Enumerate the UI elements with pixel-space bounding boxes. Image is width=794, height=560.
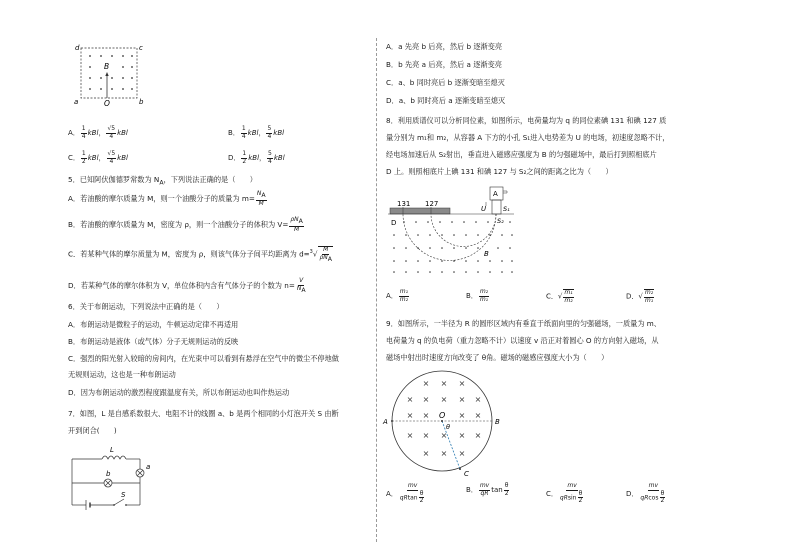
radius-OC [442, 421, 460, 469]
q6-option-a[interactable]: A．布朗运动是微粒子的运动，牛顿运动定律不再适用 [68, 320, 239, 329]
photographic-plate-D [390, 208, 450, 214]
origin-label-O: O [104, 99, 110, 108]
corner-label-b: b [139, 98, 144, 106]
point-label-C: C [464, 470, 469, 478]
q6-stem: 6．关于布朗运动，下列说法中正确的是（ ） [68, 302, 224, 311]
accelerator-plates [492, 200, 501, 214]
q6-option-c-line1[interactable]: C．强烈的阳光射入较暗的房间内，在光束中可以看到有悬浮在空气中的微尘不停地做 [68, 354, 339, 363]
svg-text:×: × [458, 395, 466, 404]
inductor-coil-icon [102, 456, 126, 459]
svg-text:×: × [474, 431, 482, 440]
svg-text:×: × [458, 379, 466, 388]
q7-stem-line1: 7．如图，L 是自感系数很大、电阻不计的线圈 a、b 是两个相同的小灯泡开关 S 由断 [68, 409, 339, 418]
slit-label-S2: S₂ [497, 217, 504, 225]
mass-spectrometer-figure [382, 185, 522, 275]
q7-stem-line2: 开到闭合( ) [68, 426, 117, 435]
field-dots [393, 221, 513, 273]
q8-stem-line4: D 上。则照相底片上碘 131 和碘 127 与 S₂之间的距离之比为（ ） [386, 167, 613, 176]
field-label-B: B [104, 62, 110, 71]
q9-option-b[interactable]: B． $\frac{mv}{qR}$ tan $\frac{\theta}{2}$ [466, 482, 509, 497]
point-label-B: B [495, 418, 500, 426]
svg-text:×: × [422, 379, 430, 388]
center-label-O: O [439, 411, 446, 420]
svg-text:×: × [458, 449, 466, 458]
slit-label-S1: S₁ [503, 205, 510, 213]
q8-option-d[interactable]: D．√ $\frac{\text{m₂}}{\text{m₁}}$ [626, 289, 654, 304]
corner-label-c: c [139, 44, 143, 52]
q4-option-b[interactable]: B． $\frac{1}{4}$ kBl， $\frac{5}{4}$ kBl [228, 125, 285, 140]
q8-option-b[interactable]: B． $\frac{\text{m₂}}{\text{m₁}}$ [466, 288, 489, 303]
trajectory-127 [431, 214, 496, 247]
inductor-label-L: L [110, 446, 114, 454]
q7-option-a[interactable]: A．a 先亮 b 后亮，然后 b 逐渐变亮 [386, 42, 503, 51]
q8-stem-line1: 8．利用质谱仪可以分析同位素，如图所示，电荷量均为 q 的同位素碘 131 和碘 127 质 [386, 116, 667, 125]
q5-option-c[interactable]: C．若某种气体的摩尔质量为 M，密度为 ρ，则该气体分子间平均距离为 d=$^3$√ $\frac{M}{\rho N_A}$ [68, 246, 332, 263]
svg-text:×: × [474, 411, 482, 420]
mark-127: 127 [425, 200, 439, 208]
svg-text:×: × [422, 431, 430, 440]
q9-stem-line2: 电荷量为 q 的负电荷（重力忽略不计）以速度 v 沿正对着圆心 O 的方向射入磁场，从 [386, 336, 659, 345]
circuit-figure [66, 443, 158, 511]
q9-option-d[interactable]: D． mv qRcos $\frac{\theta}{2}$ [626, 482, 665, 504]
switch-s-icon [114, 499, 124, 505]
q9-stem-line3: 磁场中射出时速度方向改变了 θ角。磁场的磁感应强度大小为（ ） [386, 353, 609, 362]
bulb-b-label: b [106, 470, 111, 478]
q7-option-b[interactable]: B．b 先亮 a 后亮，然后 a 逐渐变亮 [386, 60, 502, 69]
q9-option-c[interactable]: C． mv qRsin $\frac{\theta}{2}$ [546, 482, 583, 504]
q4-option-a[interactable]: A． $\frac{1}{4}$ kBl， $\frac{√5}{4}$ kBl [68, 125, 128, 140]
q5-option-d[interactable]: D．若某种气体的摩尔体积为 V，单位体积内含有气体分子的个数为 n= $\frac{V}{N_A}$ [68, 277, 306, 294]
svg-text:×: × [440, 395, 448, 404]
svg-text:×: × [458, 411, 466, 420]
corner-label-a: a [74, 98, 79, 106]
svg-text:×: × [422, 449, 430, 458]
voltage-label-U: U [481, 205, 487, 213]
svg-text:×: × [440, 431, 448, 440]
q4-option-c[interactable]: C． $\frac{1}{2}$ kBl， $\frac{√5}{4}$ kBl [68, 150, 128, 165]
magnetic-field-figure [66, 42, 156, 108]
plate-label-D: D [391, 219, 397, 227]
bulb-a-label: a [146, 463, 151, 471]
q6-option-b[interactable]: B．布朗运动是液体（或气体）分子无规则运动的反映 [68, 337, 239, 346]
q7-option-c[interactable]: C．a、b 同时亮后 b 逐渐变暗至熄灭 [386, 78, 505, 87]
q5-option-a[interactable]: A．若油酸的摩尔质量为 M，则一个油酸分子的质量为 m= $\frac{N_A}{M}$ [68, 190, 266, 207]
svg-text:×: × [422, 395, 430, 404]
svg-text:×: × [440, 379, 448, 388]
field-dots [89, 55, 133, 90]
velocity-arrowhead [105, 72, 108, 76]
q8-stem-line2: 量分别为 m₁和 m₂，从容器 A 下方的小孔 S₁进入电势差为 U 的电场，初速度忽略不计， [386, 133, 670, 142]
q8-option-c[interactable]: C．√ $\frac{\text{m₁}}{\text{m₂}}$ [546, 289, 573, 304]
column-divider [376, 38, 377, 542]
corner-label-d: d [75, 44, 80, 52]
svg-text:×: × [422, 411, 430, 420]
mark-131: 131 [397, 200, 411, 208]
q6-option-d[interactable]: D．因为布朗运动的激烈程度跟温度有关，所以布朗运动也叫作热运动 [68, 388, 290, 397]
q5-option-b[interactable]: B．若油酸的摩尔质量为 M，密度为 ρ，则一个油酸分子的体积为 V= $\frac{\rho N_A}{M}$ [68, 216, 303, 233]
q5-stem: 5．已知阿伏伽德罗常数为 $N_A$，下列说法正确的是（ ） [68, 175, 257, 187]
trajectory-131 [403, 214, 496, 261]
point-label-A: A [383, 418, 388, 426]
angle-label-theta: θ [446, 423, 450, 431]
svg-text:×: × [406, 431, 414, 440]
circular-field-figure [380, 366, 510, 478]
svg-text:×: × [406, 395, 414, 404]
q8-stem-line3: 经电场加速后从 S₂射出，垂直进入磁感应强度为 B 的匀强磁场中，最后打到照相底片 [386, 150, 657, 159]
switch-label-S: S [121, 491, 126, 499]
container-label-A: A [493, 190, 498, 198]
svg-text:×: × [406, 411, 414, 420]
root-index: 3 [309, 249, 313, 256]
q9-option-a[interactable]: A． mv qRtan $\frac{\theta}{2}$ [386, 482, 424, 504]
q9-stem-line1: 9．如图所示，一半径为 R 的圆形区域内有垂直于纸面向里的匀强磁场，一质量为 m、 [386, 319, 661, 328]
svg-text:×: × [458, 431, 466, 440]
field-label-B: B [484, 250, 489, 258]
svg-text:×: × [440, 449, 448, 458]
q8-option-a[interactable]: A． $\frac{\text{m₁}}{\text{m₂}}$ [386, 288, 409, 303]
q4-option-d[interactable]: D． $\frac{1}{2}$ kBl， $\frac{5}{4}$ kBl [228, 150, 285, 165]
q7-option-d[interactable]: D．a、b 同时亮后 a 逐渐变暗至熄灭 [386, 96, 506, 105]
q6-option-c-line2[interactable]: 无规则运动，这也是一种布朗运动 [68, 370, 176, 379]
svg-text:×: × [474, 395, 482, 404]
